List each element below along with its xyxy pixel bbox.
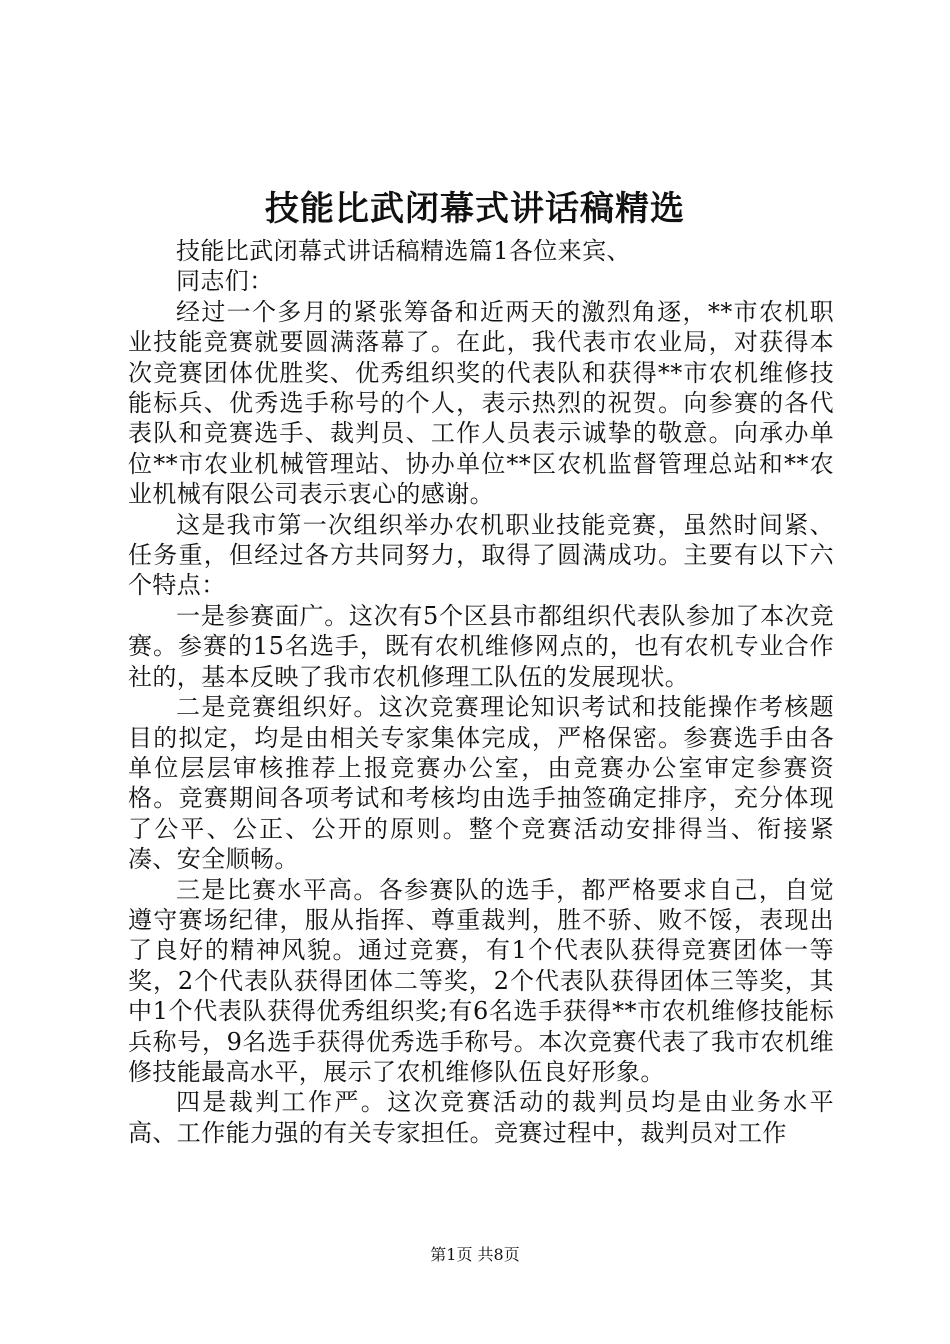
paragraph-feature-2: 二是竞赛组织好。这次竞赛理论知识考试和技能操作考核题目的拟定，均是由相关专家集体完成，严格保密。参赛选手由各单位层层审核推荐上报竞赛办公室，由竞赛办公室审定参赛资格。竞赛期间各项考试和考核均由选手抽签确定排序，充分体现了公平、公正、公开的原则。整个竞赛活动安排得当、衔接紧凑、安全顺畅。 [128,693,834,874]
paragraph-feature-3: 三是比赛水平高。各参赛队的选手，都严格要求自己，自觉遵守赛场纪律，服从指挥、尊重裁判，胜不骄、败不馁，表现出了良好的精神风貌。通过竞赛，有1个代表队获得竞赛团体一等奖，2个代表队获得团体二等奖，2个代表队获得团体三等奖，其中1个代表队获得优秀组织奖;有6名选手获得**市农机维修技能标兵称号，9名选手获得优秀选手称号。本次竞赛代表了我市农机维修技能最高水平，展示了农机维修队伍良好形象。 [128,875,834,1086]
paragraph-salutation: 同志们： [176,267,274,296]
paragraph-feature-1: 一是参赛面广。这次有5个区县市都组织代表队参加了本次竞赛。参赛的15名选手，既有农机维修网点的，也有农机专业合作社的，基本反映了我市农机修理工队伍的发展现状。 [128,601,834,691]
paragraph-heading-line: 技能比武闭幕式讲话稿精选篇1各位来宾、 [176,237,631,265]
page-footer: 第1页 共8页 [430,1245,520,1264]
document-body [128,236,834,1148]
paragraph-feature-4: 四是裁判工作严。这次竞赛活动的裁判员均是由业务水平高、工作能力强的有关专家担任。竞赛过程中，裁判员对工作 [128,1088,834,1147]
document-title: 技能比武闭幕式讲话稿精选 [265,189,685,229]
paragraph-opening: 经过一个多月的紧张筹备和近两天的激烈角逐，**市农机职业技能竞赛就要圆满落幕了。在此，我代表市农业局，对获得本次竞赛团体优胜奖、优秀组织奖的代表队和获得**市农机维修技能标兵、优秀选手称号的个人，表示热烈的祝贺。向参赛的各代表队和竞赛选手、裁判员、工作人员表示诚挚的敬意。向承办单位**市农业机械管理站、协办单位**区农机监督管理总站和**农业机械有限公司表示衷心的感谢。 [128,297,834,509]
paragraph-features-intro: 这是我市第一次组织举办农机职业技能竞赛，虽然时间紧、任务重，但经过各方共同努力，取得了圆满成功。主要有以下六个特点： [128,510,834,600]
